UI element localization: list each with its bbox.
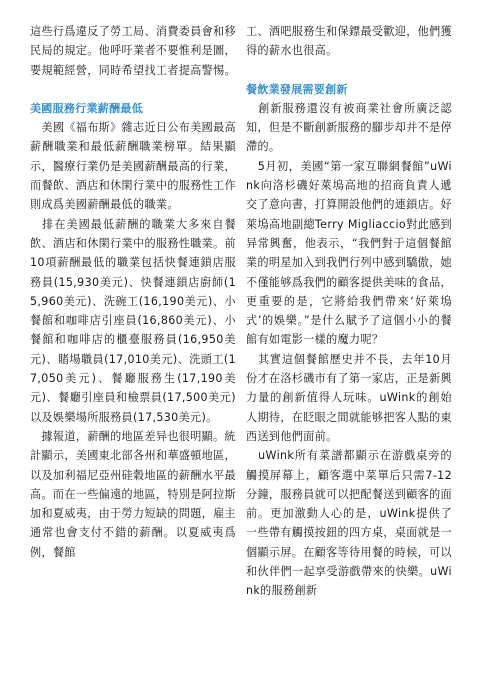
left-column xyxy=(30,22,236,562)
body-paragraph: 5月初，美國“第一家互聯網餐館”uWink向洛杉磯好萊塢高地的招商負責人遞交了意向書，打算開設他們的連鎖店。好萊塢高地副總Terry Migliaccio對此感到异常興奮，他表示，“我們對于這個餐館業的明星加入到我們行列中感到驕傲，她不僅能够爲我們的顧客提供美味的食品，更重要的是，它將給我們帶來‘好萊塢式’的娛樂。”是什么賦予了這個小小的餐館有如電影一樣的魔力呢？ xyxy=(246,159,452,347)
paragraph-spacer xyxy=(30,80,236,99)
body-paragraph: 工、酒吧服務生和保鏢最受歡迎，他們獲得的薪水也很高。 xyxy=(246,25,452,58)
body-paragraph: 美國《福布斯》雜志近日公布美國最高薪酬職業和最低薪酬職業榜單。結果顯示，醫療行業仍是美國薪酬最高的行業，而餐飲、酒店和休閑行業中的服務性工作則成爲美國薪酬最低的職業。 xyxy=(30,121,236,212)
body-paragraph: 據報道，薪酬的地區差异也很明顯。統計顯示，美國東北部各州和華盛頓地區，以及加利福尼亞州硅穀地區的薪酬水平最高。而在一些偏遠的地區，特別是阿拉斯加和夏威夷，由于勞力短缺的問題，雇主通常也會支付不錯的薪酬。以夏威夷爲例，餐館 xyxy=(30,429,236,559)
body-paragraph: 這些行爲違反了勞工局、消費委員會和移民局的規定。他呼吁業者不要惟利是圖，要規範經營，同時希望找工者提高警惕。 xyxy=(30,25,236,77)
body-paragraph: uWink所有菜譜都顯示在游戲桌旁的觸摸屏幕上，顧客選中菜單后只需7-12分鐘，服務員就可以把配餐送到顧客的面前。更加激動人心的是，uWink提供了一些帶有觸摸按鈕的四方桌，桌面就是一個顯示屏。在顧客等待用餐的時候，可以和伙伴們一起享受游戲帶來的快樂。uWink的服務創新 xyxy=(246,449,452,598)
body-paragraph: 創新服務還沒有被商業社會所廣泛認知，但是不斷創新服務的腳步却并不是停滯的。 xyxy=(246,101,452,154)
right-column xyxy=(246,22,452,601)
body-paragraph: 排在美國最低薪酬的職業大多來自餐飲、酒店和休閑行業中的服務性職業。前10項薪酬最低的職業包括快餐連鎖店服務員(15,930美元)、快餐連鎖店廚師(15,960美元)、洗碗工(16,190美元)、小餐館和咖啡店引座員(16,860美元)、小餐館和咖啡店的櫃臺服務員(16,950美元)、賭場職員(17,010美元)、洗頭工(17,050美元)、餐廳服務生(17,190美元)、餐廳引座員和檢票員(17,500美元)以及娛樂場所服務員(17,530美元)。 xyxy=(30,217,236,424)
section-heading: 餐飲業發展需要創新 xyxy=(246,82,348,96)
paragraph-spacer xyxy=(246,61,452,80)
body-paragraph: 其實這個餐館歷史并不長，去年10月份才在洛杉磯市有了第一家店，正是新興力量的創新值得人玩味。uWink的創始人期待，在眨眼之間就能够把客人點的東西送到他們面前。 xyxy=(246,352,452,443)
section-heading: 美國服務行業薪酬最低 xyxy=(30,101,143,115)
